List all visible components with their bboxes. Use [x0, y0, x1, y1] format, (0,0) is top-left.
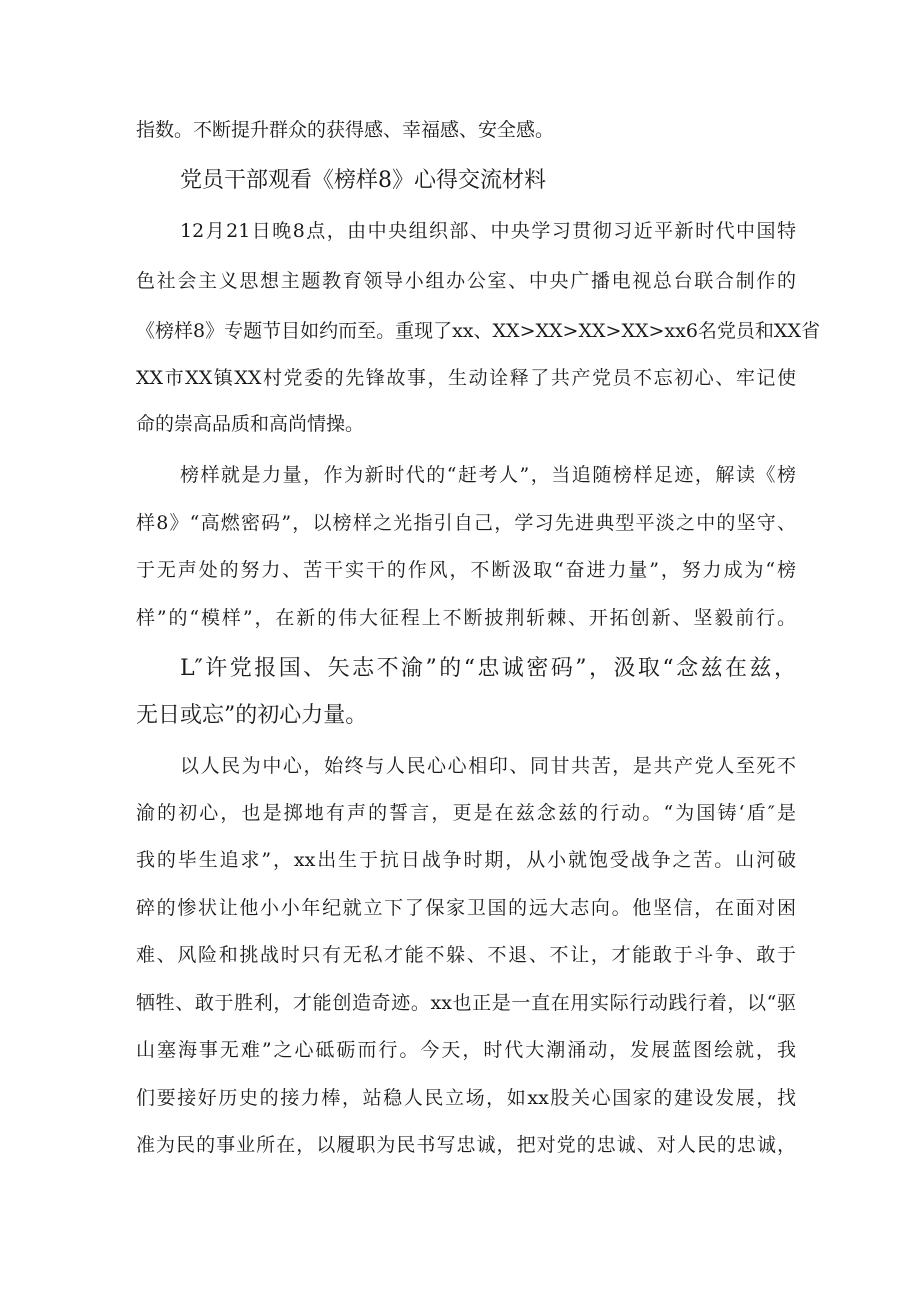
text-line: 样”的“模样”，在新的伟大征程上不断披荆斩棘、开拓创新、坚毅前行。: [136, 607, 796, 629]
text-line: 准为民的事业所在，以履职为民书写忠诚，把对党的忠诚、对人民的忠诚，: [136, 1134, 796, 1156]
text-line: 色社会主义思想主题教育领导小组办公室、中央广播电视总台联合制作的: [136, 270, 796, 292]
document-title: 党员干部观看《榜样8》心得交流材料: [180, 168, 546, 193]
text-line: 12月21日晚8点，由中央组织部、中央学习贯彻习近平新时代中国特: [180, 220, 796, 242]
text-line: 们要接好历史的接力棒，站稳人民立场，如xx股关心国家的建设发展，找: [136, 1087, 796, 1109]
text-line: 《榜样8》专题节目如约而至。重现了xx、XX>XX>XX>XX>xx6名党员和XX省: [136, 320, 820, 342]
text-line: 榜样就是力量，作为新时代的“赶考人”，当追随榜样足迹，解读《榜: [180, 464, 796, 486]
text-line: 山塞海事无难”之心砥砺而行。今天，时代大潮涌动，发展蓝图绘就，我: [136, 1039, 796, 1061]
section-heading-line: 无日或忘”的初心力量。: [136, 703, 368, 728]
text-line: XX市XX镇XX村党委的先锋故事，生动诠释了共产党员不忘初心、牢记使: [136, 367, 796, 389]
text-line: 命的崇高品质和高尚情操。: [136, 413, 365, 435]
section-heading-line: L″许党报国、矢志不渝”的“忠诚密码”，汲取“念兹在兹，: [180, 656, 796, 681]
text-line: 样8》“高燃密码”，以榜样之光指引自己，学习先进典型平淡之中的坚守、: [136, 512, 796, 534]
text-line: 难、风险和挑战时只有无私才能不躲、不退、不让，才能敢于斗争、敢于: [136, 944, 796, 966]
text-line: 渝的初心，也是掷地有声的誓言，更是在兹念兹的行动。“为国铸‘盾″是: [136, 802, 796, 824]
text-line: 指数。不断提升群众的获得感、幸福感、安全感。: [136, 119, 555, 141]
text-line: 碎的惨状让他小小年纪就立下了保家卫国的远大志向。他坚信，在面对困: [136, 897, 796, 919]
text-line: 以人民为中心，始终与人民心心相印、同甘共苦，是共产党人至死不: [180, 755, 796, 777]
text-line: 我的毕生追求”，xx出生于抗日战争时期，从小就饱受战争之苦。山河破: [136, 849, 796, 871]
text-line: 牺牲、敢于胜利，才能创造奇迹。xx也正是一直在用实际行动践行着，以“驱: [136, 992, 796, 1014]
text-line: 于无声处的努力、苦干实干的作风，不断汲取“奋进力量”，努力成为“榜: [136, 559, 796, 581]
